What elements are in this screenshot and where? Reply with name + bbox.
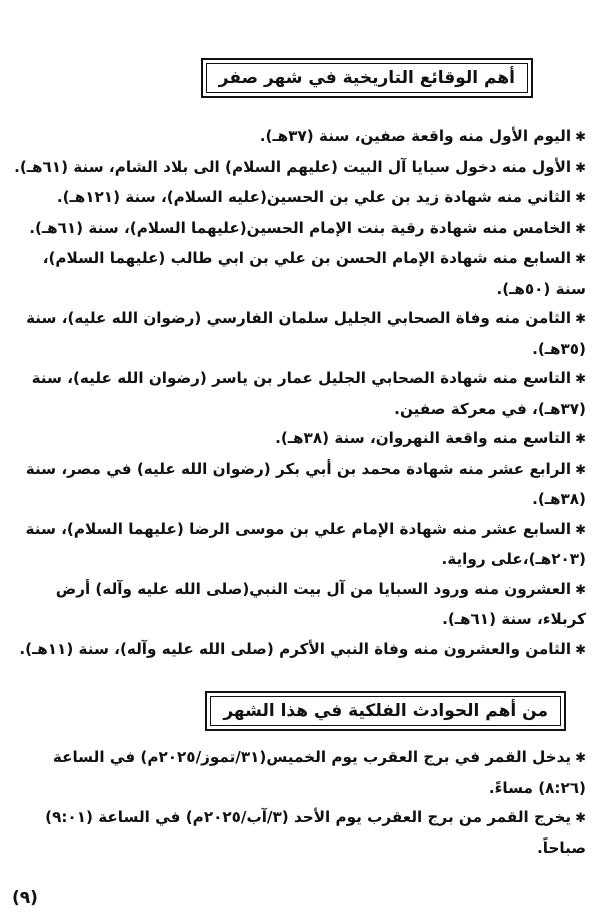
- list-item-text: الثاني منه شهادة زيد بن علي بن الحسين(عليه السلام)، سنة (١٢١هـ).: [56, 188, 572, 206]
- bullet-icon: ✱: [575, 432, 586, 447]
- bullet-icon: ✱: [575, 312, 586, 327]
- list-item-text: التاسع منه واقعة النهروان، سنة (٣٨هـ).: [275, 429, 572, 447]
- list-item-text: السابع عشر منه شهادة الإمام علي بن موسى الرضا (عليهما السلام)، سنة (٢٠٣هـ)،على رواية.: [25, 519, 586, 568]
- list-item: [12, 575, 586, 635]
- list-item-text: الرابع عشر منه شهادة محمد بن أبي بكر (رضوان الله عليه) في مصر، سنة (٣٨هـ).: [25, 459, 586, 508]
- bullet-icon: ✱: [575, 642, 586, 658]
- list-item: [12, 515, 586, 575]
- list-item-text: الأول منه دخول سبايا آل البيت (عليهم السلام) الى بلاد الشام، سنة (٦١هـ).: [14, 157, 572, 176]
- section-title-history: أهم الوقائع التاريخية في شهر صفر: [206, 63, 528, 93]
- bullet-icon: ✱: [575, 252, 586, 267]
- bullet-icon: ✱: [575, 221, 586, 237]
- astronomy-events-list: [12, 743, 586, 863]
- list-item: [12, 214, 586, 245]
- section-title-box-astronomy: [205, 691, 566, 731]
- list-item-text: يدخل القمر في برج العقرب يوم الخميس(٣١/تموز/٢٠٢٥م) في الساعة (٨:٢٦) مساءً.: [52, 748, 586, 797]
- bullet-icon: ✱: [575, 160, 586, 176]
- list-item: [12, 455, 586, 515]
- bullet-icon: ✱: [575, 811, 586, 826]
- list-item-text: الثامن منه وفاة الصحابي الجليل سلمان الفارسي (رضوان الله عليه)، سنة (٣٥هـ).: [26, 309, 586, 358]
- bullet-icon: ✱: [575, 191, 586, 206]
- list-item: [12, 183, 586, 214]
- list-item-text: العشرون منه ورود السبايا من آل بيت النبي(صلى الله عليه وآله) أرض كربلاء، سنة (٦١هـ).: [55, 579, 586, 628]
- bullet-icon: ✱: [575, 522, 586, 538]
- list-item-text: التاسع منه شهادة الصحابي الجليل عمار بن ياسر (رضوان الله عليه)، سنة (٣٧هـ)، في معركة صفين.: [31, 369, 586, 418]
- bullet-icon: ✱: [575, 130, 586, 145]
- list-item: [12, 153, 586, 184]
- bullet-icon: ✱: [575, 372, 586, 387]
- list-item: [12, 424, 586, 455]
- bullet-icon: ✱: [575, 462, 586, 478]
- list-item-text: الخامس منه شهادة رقية بنت الإمام الحسين(عليهما السلام)، سنة (٦١هـ).: [29, 218, 572, 237]
- list-item: [12, 244, 586, 304]
- page-number: (٩): [12, 888, 38, 908]
- list-item: [12, 304, 586, 364]
- list-item-text: اليوم الأول منه واقعة صفين، سنة (٣٧هـ).: [259, 127, 572, 145]
- section-title-astronomy: من أهم الحوادث الفلكية في هذا الشهر: [210, 696, 561, 726]
- list-item-text: السابع منه شهادة الإمام الحسن بن علي بن ابي طالب (عليهما السلام)، سنة (٥٠هـ).: [42, 249, 586, 298]
- list-item-text: يخرج القمر من برج العقرب يوم الأحد (٣/آب/٢٠٢٥م) في الساعة (٩:٠١) صباحاً.: [45, 808, 586, 857]
- list-item: [12, 635, 586, 666]
- bullet-icon: ✱: [575, 751, 586, 766]
- section-title-box-history: [201, 58, 533, 98]
- bullet-icon: ✱: [575, 582, 586, 598]
- list-item: [12, 803, 586, 863]
- list-item: [12, 743, 586, 803]
- list-item: [12, 364, 586, 424]
- history-events-list: [12, 122, 586, 665]
- list-item: [12, 122, 586, 153]
- list-item-text: الثامن والعشرون منه وفاة النبي الأكرم (صلى الله عليه وآله)، سنة (١١هـ).: [19, 639, 572, 658]
